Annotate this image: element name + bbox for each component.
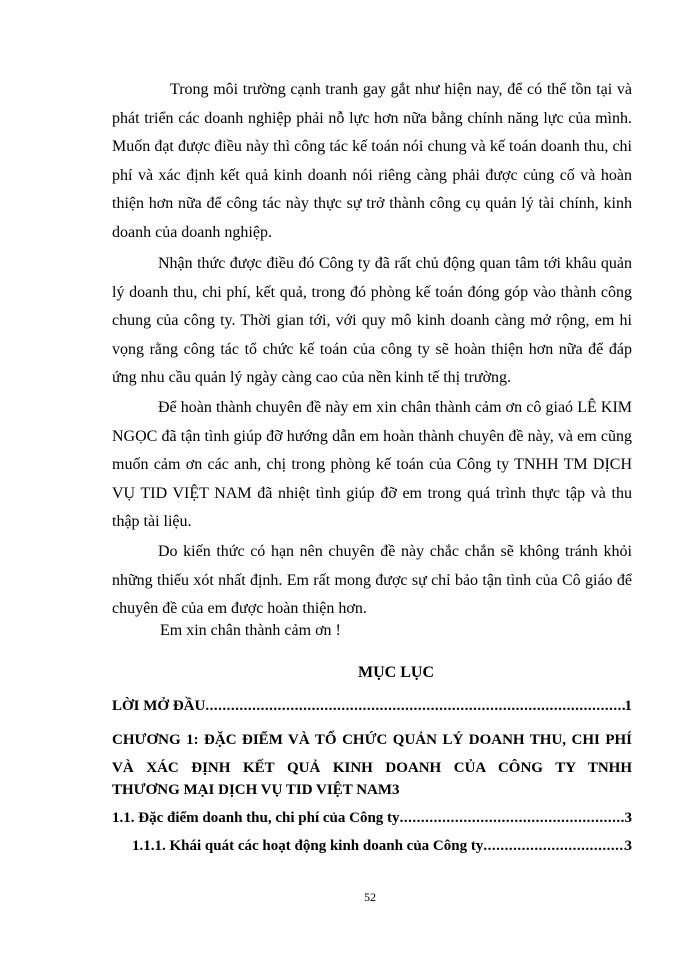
paragraph-acknowledgement-text: Để hoàn thành chuyên đề này em xin chân thành cảm ơn cô giaó LÊ KIM NGỌC đã tận tình giúp đỡ hướng dẫn em hoàn thành chuyên đề này, và em cũng muốn cảm ơn các anh, chị trong phòng kế toán của Công ty TNHH TM DỊCH VỤ TID VIỆT NAM đã nhiệt tình giúp đỡ em trong quá trình thực tập và thu thập tài liệu.	[112, 399, 632, 530]
toc-entry-section-1-1-1[interactable]	[112, 838, 632, 866]
toc-entry-label: LỜI MỞ ĐẦU	[112, 698, 206, 714]
toc-entry-page: 3	[624, 838, 632, 854]
toc-entry-page: 3	[392, 782, 400, 798]
table-of-contents	[112, 698, 632, 866]
paragraph-acknowledgement	[112, 394, 632, 537]
toc-entry-label: 1.1.1. Khái quát các hoạt động kinh doanh của Công ty	[132, 838, 484, 854]
toc-entry-section-1-1[interactable]	[112, 810, 632, 838]
toc-entry-label: 1.1. Đặc điểm doanh thu, chi phí của Công ty	[112, 810, 400, 826]
toc-entry-chapter-1[interactable]	[112, 726, 632, 810]
toc-chapter-last-line	[112, 782, 632, 810]
toc-entry-intro[interactable]	[112, 698, 632, 726]
toc-leader-dots	[205, 698, 624, 715]
toc-entry-page: 3	[624, 810, 632, 826]
toc-entry-page: 1	[624, 698, 632, 714]
paragraph-awareness	[112, 250, 632, 393]
toc-entry-label: THƯƠNG MẠI DỊCH VỤ TID VIỆT NAM	[112, 782, 393, 798]
toc-chapter-text: CHƯƠNG 1: ĐẶC ĐIỂM VÀ TỔ CHỨC QUẢN LÝ DOANH THU, CHI PHÍ VÀ XÁC ĐỊNH KẾT QUẢ KINH DOANH CỦA CÔNG TY TNHH	[112, 732, 632, 776]
toc-leader-dots	[400, 810, 625, 827]
paragraph-awareness-text: Nhận thức được điều đó Công ty đã rất chủ động quan tâm tới khâu quản lý doanh thu, chi phí, kết quả, trong đó phòng kế toán đóng góp vào thành công chung của công ty. Thời gian tới, với quy mô kinh doanh càng mở rộng, em hi vọng rằng công tác tổ chức kế toán của công ty sẽ hoàn thiện hơn nữa để đáp ứng nhu cầu quản lý ngày càng cao của nền kinh tế thị trường.	[112, 255, 632, 386]
paragraph-intro: Trong môi trường cạnh tranh gay gắt như hiện nay, để có thể tồn tại và phát triển các doanh nghiệp phải nỗ lực hơn nữa bằng chính năng lực của mình. Muốn đạt được điều này thì công tác kế toán nói chung và kế toán doanh thu, chi phí và xác định kết quả kinh doanh nói riêng càng phải được củng cố và hoàn thiện hơn nữa để công tác này thực sự trở thành công cụ quản lý tài chính, kinh doanh của doanh nghiệp.	[112, 81, 632, 241]
page-number: 52	[364, 890, 376, 904]
paragraph-limitations-text: Do kiến thức có hạn nên chuyên đề này chắc chắn sẽ không tránh khỏi những thiếu xót nhất định. Em rất mong được sự chỉ bảo tận tình của Cô giáo để chuyên đề của em được hoàn thiện hơn.	[112, 543, 632, 617]
paragraph-limitations	[112, 538, 632, 624]
closing-line: Em xin chân thành cảm ơn !	[160, 622, 341, 639]
toc-leader-dots	[483, 838, 624, 855]
toc-title: MỤC LỤC	[358, 664, 434, 681]
